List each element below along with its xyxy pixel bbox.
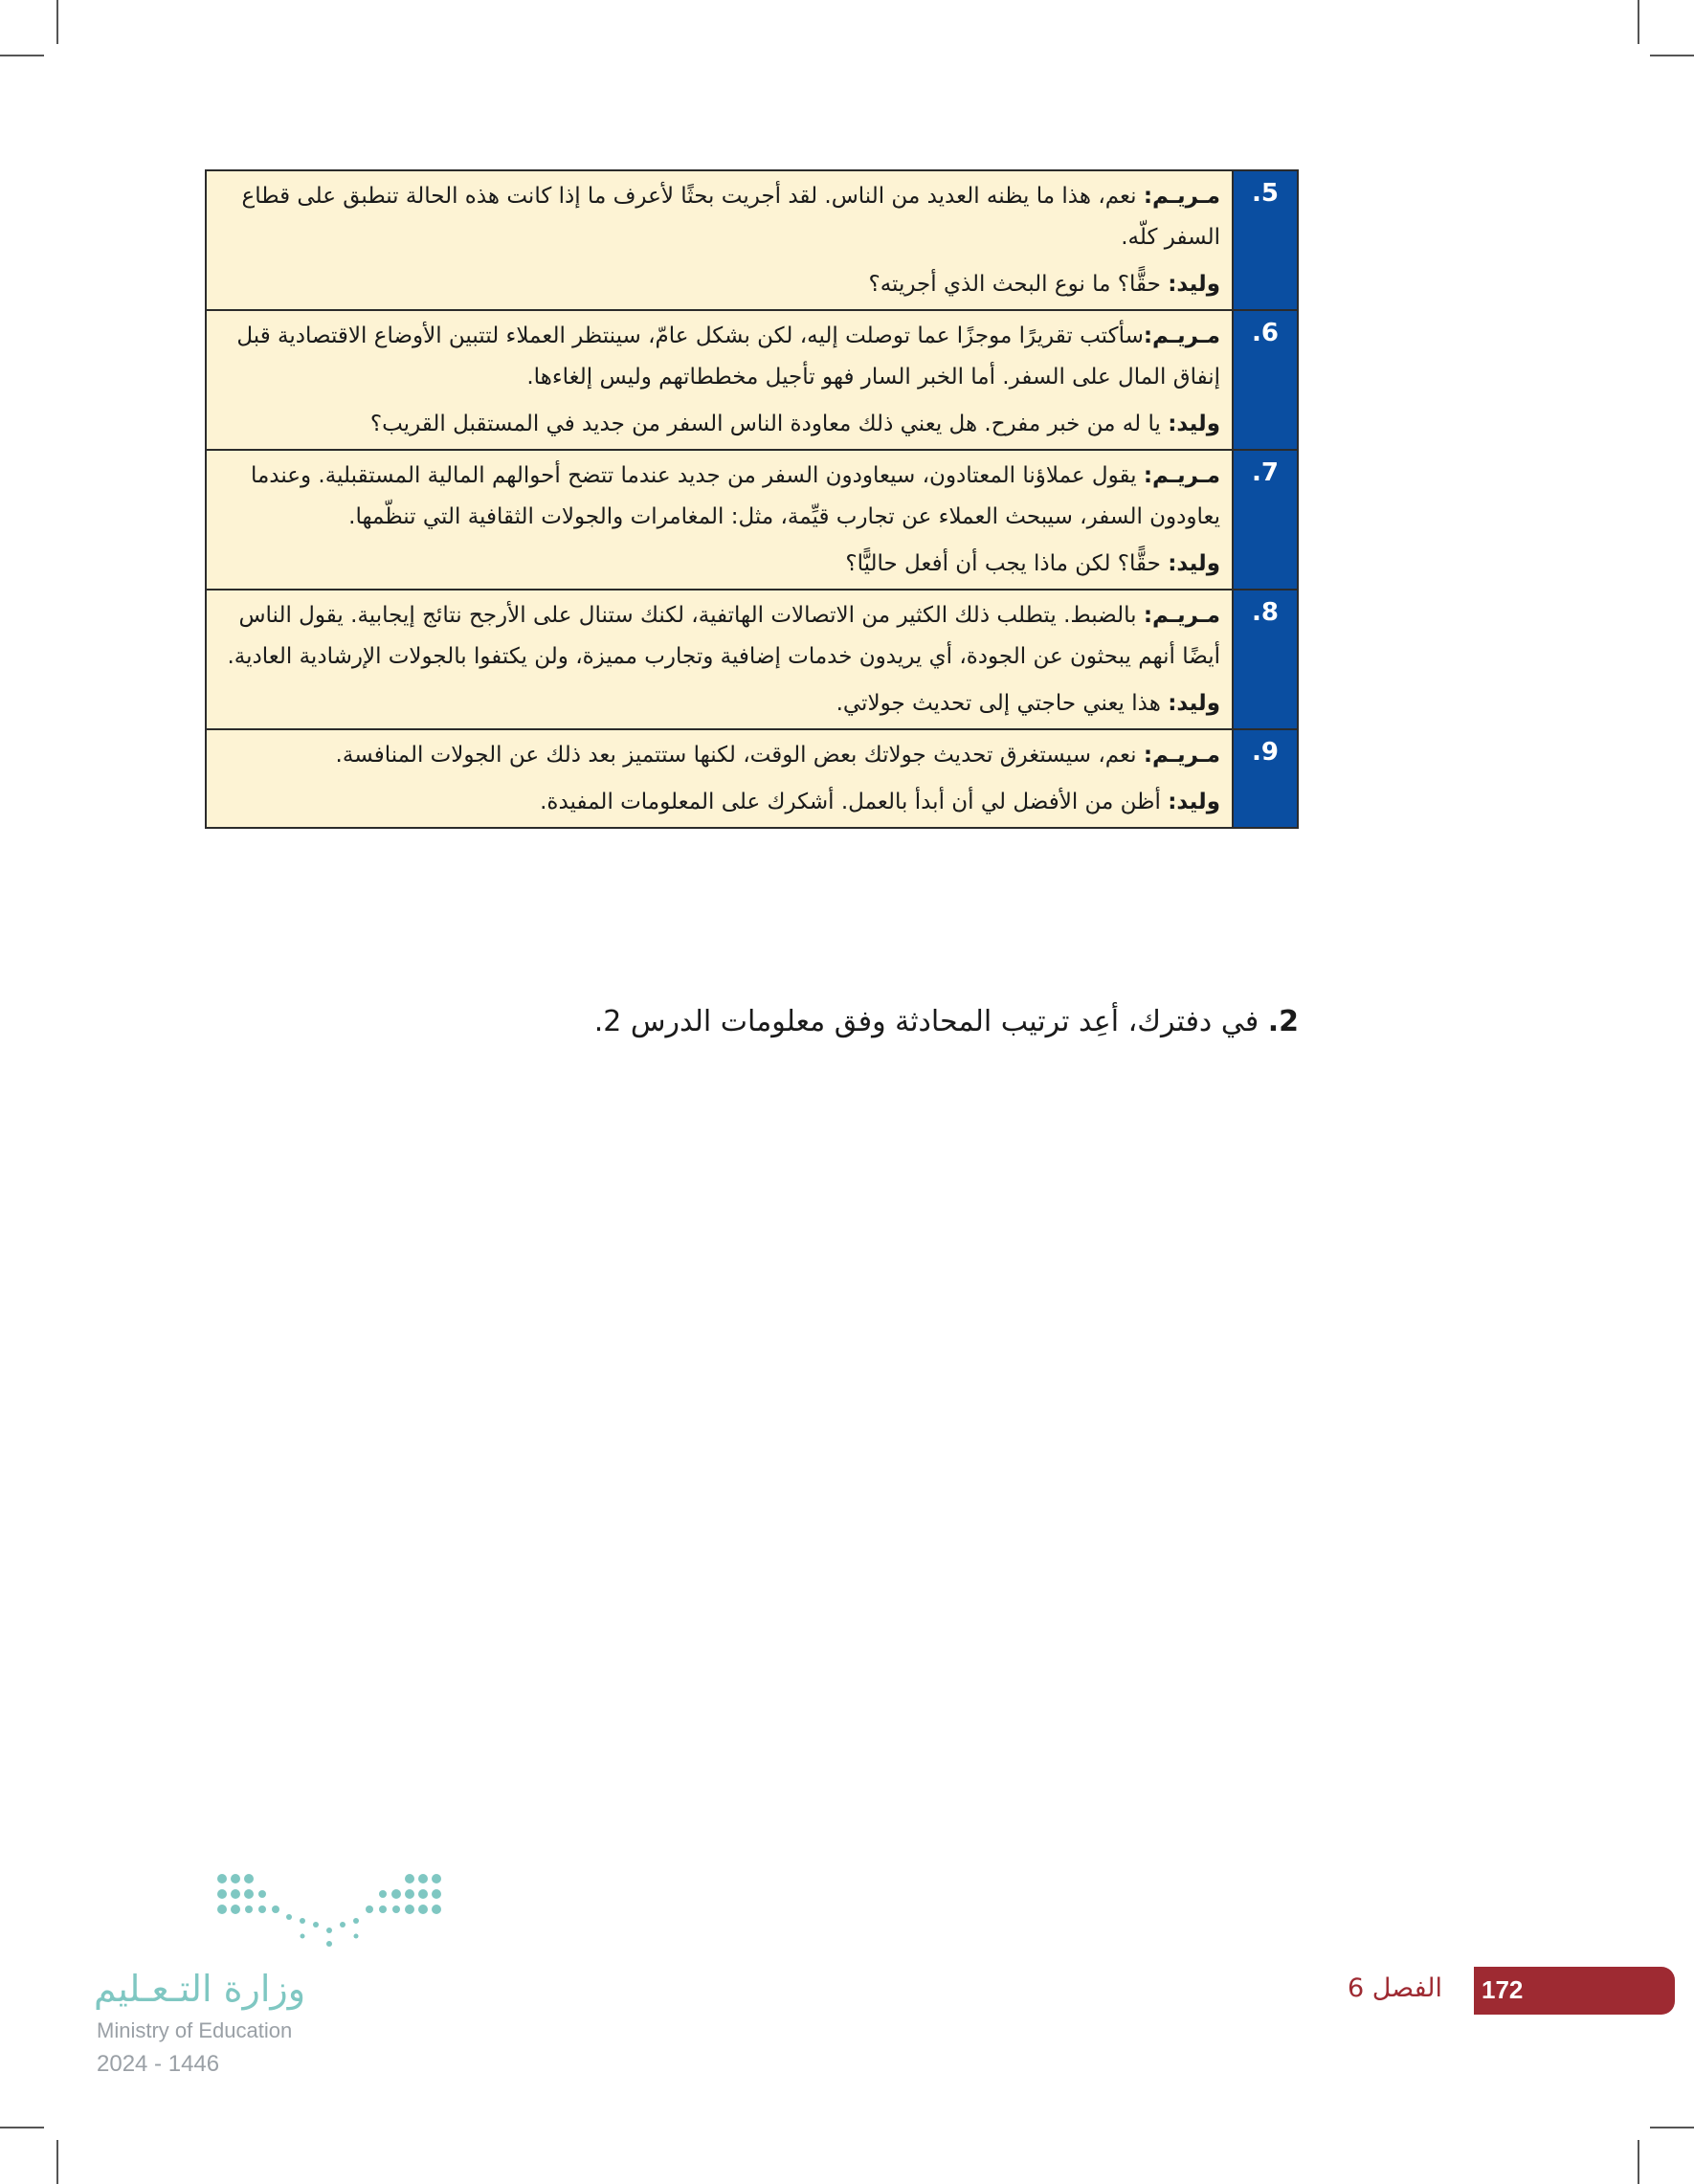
dialogue-table xyxy=(205,169,1299,829)
dialogue-line xyxy=(220,595,1220,678)
speaker-name: وليد: xyxy=(1168,790,1220,814)
dialogue-line xyxy=(220,404,1220,445)
crop-mark xyxy=(0,2127,44,2128)
dialogue-line xyxy=(220,683,1220,724)
speaker-name: مـريـم: xyxy=(1143,603,1220,628)
dialogue-content xyxy=(207,451,1234,589)
line-text: أظن من الأفضل لي أن أبدأ بالعمل. أشكرك على المعلومات المفيدة. xyxy=(540,790,1169,814)
speaker-name: مـريـم: xyxy=(1143,743,1220,768)
dialogue-content xyxy=(207,730,1234,827)
exercise-instruction xyxy=(594,1005,1299,1038)
crop-mark xyxy=(1650,2127,1694,2128)
speaker-name: وليد: xyxy=(1168,691,1220,716)
dialogue-row xyxy=(207,591,1297,730)
dialogue-line xyxy=(220,782,1220,823)
crop-mark xyxy=(56,0,58,44)
dialogue-row xyxy=(207,451,1297,591)
dialogue-content xyxy=(207,311,1234,449)
ministry-name-arabic: وزارة التـعـليم xyxy=(94,1968,306,2010)
exercise-text: في دفترك، أعِد ترتيب المحادثة وفق معلومات الدرس 2. xyxy=(593,1005,1268,1038)
line-text: نعم، سيستغرق تحديث جولاتك بعض الوقت، لكنها ستتميز بعد ذلك عن الجولات المنافسة. xyxy=(335,743,1144,768)
crop-mark xyxy=(1650,55,1694,56)
line-text: حقًّا؟ لكن ماذا يجب أن أفعل حاليًّا؟ xyxy=(845,551,1169,576)
speaker-name: مـريـم: xyxy=(1143,184,1220,209)
speaker-name: مـريـم: xyxy=(1143,463,1220,488)
page-number: 172 xyxy=(1482,1975,1524,2004)
line-text: هذا يعني حاجتي إلى تحديث جولاتي. xyxy=(836,691,1169,716)
row-number: .5 xyxy=(1234,171,1297,309)
speaker-name: مـريـم: xyxy=(1143,323,1220,348)
ministry-logo-icon xyxy=(212,1871,448,1948)
dialogue-row xyxy=(207,311,1297,451)
dialogue-line xyxy=(220,544,1220,585)
line-text: يا له من خبر مفرح. هل يعني ذلك معاودة الناس السفر من جديد في المستقبل القريب؟ xyxy=(369,412,1169,436)
crop-mark xyxy=(56,2140,58,2184)
dialogue-content xyxy=(207,171,1234,309)
line-text: نعم، هذا ما يظنه العديد من الناس. لقد أجريت بحثًا لأعرف ما إذا كانت هذه الحالة تنطبق على قطاع السفر كلّه. xyxy=(241,184,1220,250)
line-text: يقول عملاؤنا المعتادون، سيعاودون السفر من جديد عندما تتضح أحوالهم المالية المستقبلية. وعندما يعاودون السفر، سيبحث العملاء عن تجارب قيِّمة، مثل: المغامرات والجولات الثقافية التي تنظّمها. xyxy=(250,463,1220,529)
dialogue-line xyxy=(220,176,1220,258)
ministry-name-english: Ministry of Education xyxy=(97,2018,293,2042)
speaker-name: وليد: xyxy=(1168,551,1220,576)
row-number: .6 xyxy=(1234,311,1297,449)
exercise-number: 2. xyxy=(1267,1005,1299,1038)
line-text: بالضبط. يتطلب ذلك الكثير من الاتصالات الهاتفية، لكنك ستنال على الأرجح نتائج إيجابية. يقول الناس أيضًا أنهم يبحثون عن الجودة، أي يريدون خدمات إضافية وتجارب مميزة، ولن يكتفوا بالجولات الإرشادية العادية. xyxy=(227,603,1220,669)
dialogue-row xyxy=(207,730,1297,827)
dialogue-row xyxy=(207,171,1297,311)
dialogue-line xyxy=(220,456,1220,538)
row-number: .8 xyxy=(1234,591,1297,728)
row-number: .9 xyxy=(1234,730,1297,827)
crop-mark xyxy=(1638,0,1639,44)
dialogue-line xyxy=(220,316,1220,398)
edition-year: 2024 - 1446 xyxy=(97,2051,220,2077)
row-number: .7 xyxy=(1234,451,1297,589)
crop-mark xyxy=(1638,2140,1639,2184)
line-text: سأكتب تقريرًا موجزًا عما توصلت إليه، لكن بشكل عامّ، سينتظر العملاء لتتبين الأوضاع الاقتصادية قبل إنفاق المال على السفر. أما الخبر السار فهو تأجيل مخططاتهم وليس إلغاءها. xyxy=(236,323,1220,390)
dialogue-line xyxy=(220,264,1220,305)
dialogue-line xyxy=(220,735,1220,776)
speaker-name: وليد: xyxy=(1168,412,1220,436)
line-text: حقًّا؟ ما نوع البحث الذي أجريته؟ xyxy=(868,272,1169,297)
speaker-name: وليد: xyxy=(1168,272,1220,297)
crop-mark xyxy=(0,55,44,56)
dialogue-content xyxy=(207,591,1234,728)
chapter-label: الفصل 6 xyxy=(1347,1973,1442,2003)
